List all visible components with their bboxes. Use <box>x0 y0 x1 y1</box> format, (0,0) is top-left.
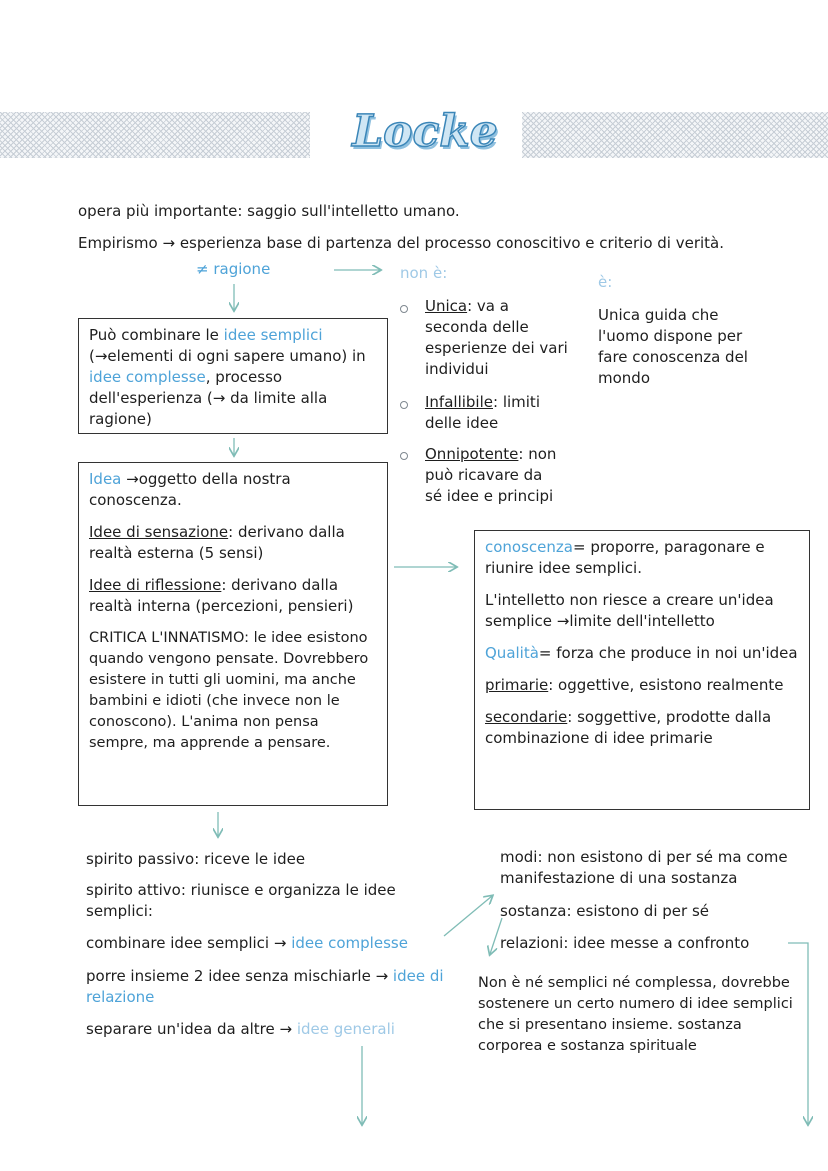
modi-def: modi: non esistono di per sé ma come manifestazione di una sostanza <box>500 848 788 887</box>
spirito-attivo: spirito attivo: riunisce e organizza le idee semplici: <box>86 881 396 920</box>
non-e-item-onnipotente: Onnipotente: non può ricavare da sé idee e principi <box>425 445 557 505</box>
relazioni-def: relazioni: idee messe a confronto <box>500 934 750 952</box>
qualita-def: Qualità= forza che produce in noi un'idea <box>485 644 798 662</box>
arrow-to-modi <box>444 896 492 936</box>
idee-riflessione: Idee di riflessione: derivano dalla realtà interna (percezioni, pensieri) <box>89 576 354 615</box>
sostanza-description: Non è né semplici né complessa, dovrebbe sostenere un certo numero di idee semplici che si presentano insieme. sostanza corporea e sostanza spirituale <box>478 975 793 1054</box>
e-description: Unica guida che l'uomo dispone per fare conoscenza del mondo <box>598 306 748 387</box>
spirito-passivo: spirito passivo: riceve le idee <box>86 850 306 868</box>
porre-insieme: porre insieme 2 idee senza mischiarle → idee di relazione <box>86 967 444 1006</box>
non-e-label: non è: <box>400 264 448 282</box>
conoscenza-def: conoscenza= proporre, paragonare e riunire idee semplici. <box>485 538 765 577</box>
idee-sensazione: Idee di sensazione: derivano dalla realtà esterna (5 sensi) <box>89 523 345 562</box>
box1-text: Può combinare le idee semplici (→elementi di ogni sapere umano) in idee complesse, processo dell'esperienza (→ da limite alla ragione) <box>89 326 366 428</box>
opera-line: opera più importante: saggio sull'intelletto umano. <box>78 202 460 220</box>
idea-definition: Idea →oggetto della nostra conoscenza. <box>89 470 291 509</box>
ragione-label: ≠ ragione <box>196 260 271 278</box>
arrow-sostanza-down <box>490 918 502 954</box>
e-label: è: <box>598 273 613 291</box>
qualita-secondarie: secondarie: soggettive, prodotte dalla combinazione di idee primarie <box>485 708 772 747</box>
non-e-item-unica: Unica: va a seconda delle esperienze dei vari individui <box>425 297 568 378</box>
page-title: Locke <box>352 106 498 157</box>
arrow-relazioni-down <box>788 943 808 1124</box>
intelletto-limite: L'intelletto non riesce a creare un'idea semplice →limite dell'intelletto <box>485 591 774 630</box>
separare-idea: separare un'idea da altre → idee generali <box>86 1020 395 1038</box>
sostanza-def: sostanza: esistono di per sé <box>500 902 709 920</box>
combinare-idee: combinare idee semplici → idee complesse <box>86 934 408 952</box>
non-e-item-infallibile: Infallibile: limiti delle idee <box>425 393 540 432</box>
empirismo-line: Empirismo → esperienza base di partenza del processo conoscitivo e criterio di verità. <box>78 234 725 252</box>
qualita-primarie: primarie: oggettive, esistono realmente <box>485 676 784 694</box>
critica-innatismo: CRITICA L'INNATISMO: le idee esistono quando vengono pensate. Dovrebbero esistere in tutti gli uomini, ma anche bambini e idioti (che invece non le conoscono). L'anima non pensa sempre, ma apprende a pensare. <box>89 630 369 751</box>
